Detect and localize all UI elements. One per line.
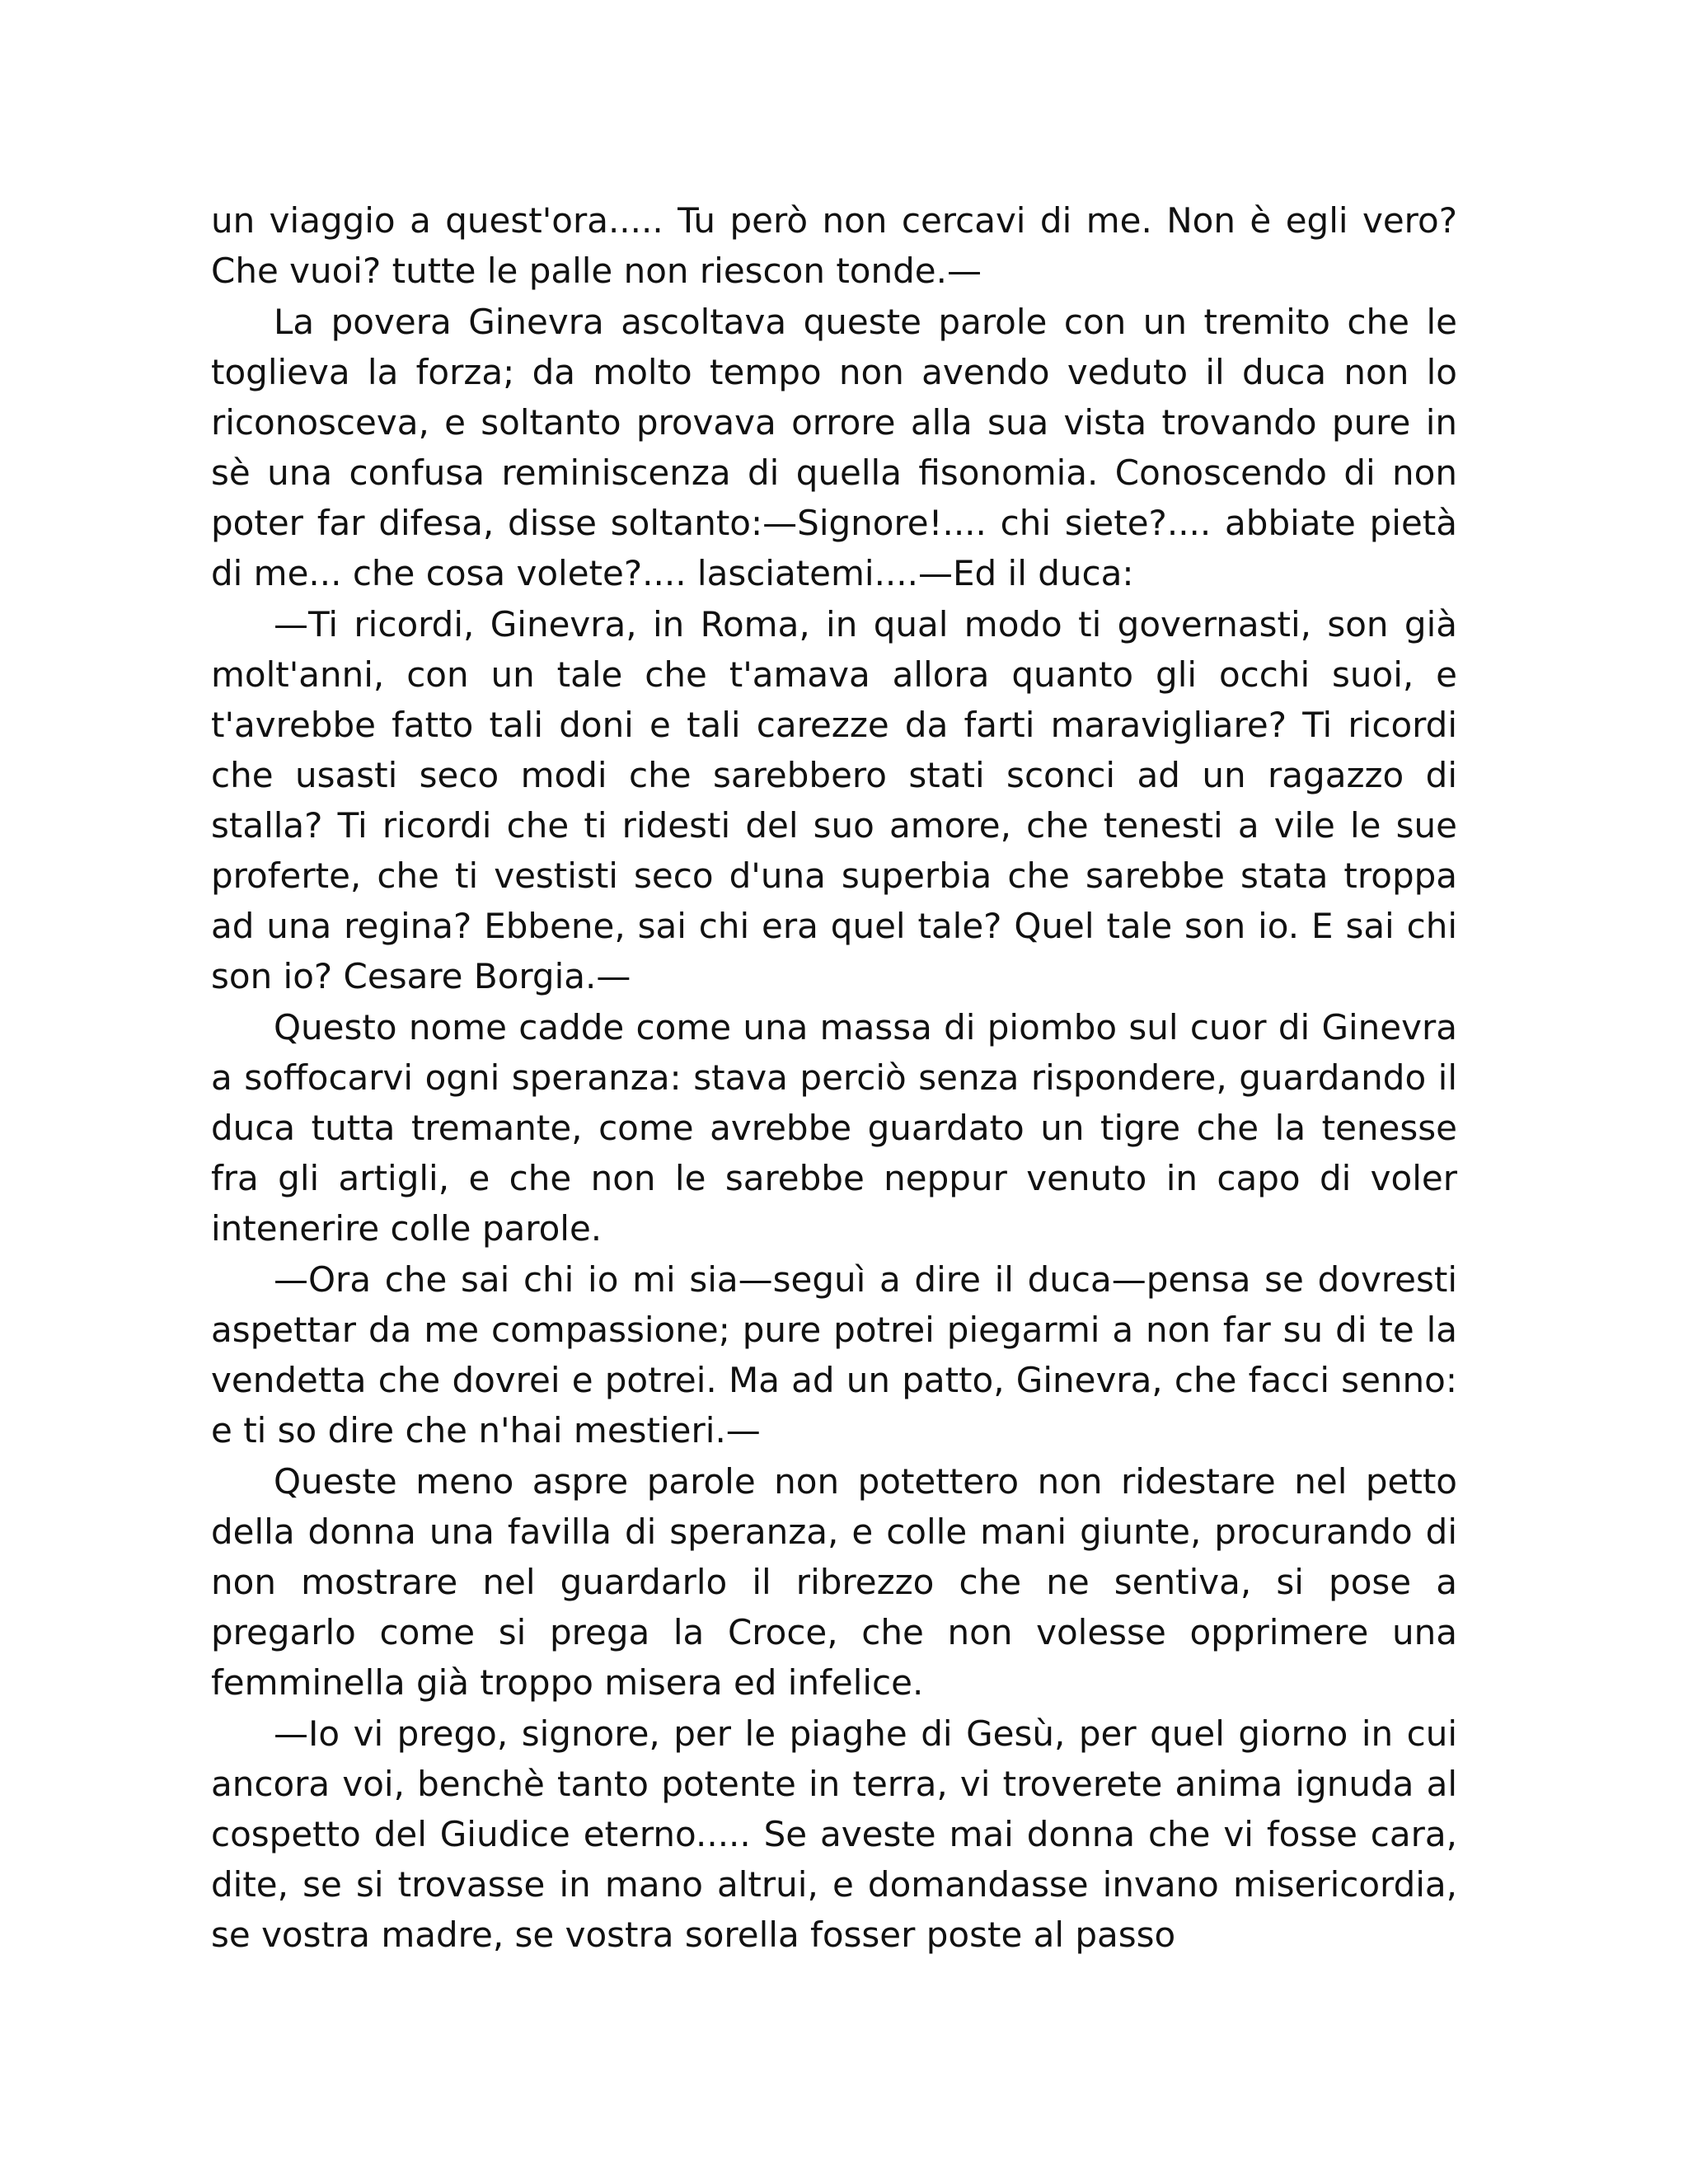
paragraph-4: Questo nome cadde come una massa di piombo sul cuor di Ginevra a soffocarvi ogni speranza: stava perciò senza rispondere, guardando il duca tutta tremante, come avrebbe guardato un tigre che la tenesse fra gli artigli, e che non le sarebbe neppur venuto in capo di voler intenerire colle parole. [211,1007,1457,1249]
paragraph-3: —Ti ricordi, Ginevra, in Roma, in qual modo ti governasti, son già molt'anni, con un tale che t'amava allora quanto gli occhi suoi, e t'avrebbe fatto tali doni e tali carezze da farti maravigliare? Ti ricordi che usasti seco modi che sarebbero stati sconci ad un ragazzo di stalla? Ti ricordi che ti ridesti del suo amore, che tenesti a vile le sue proferte, che ti vestisti seco d'una superbia che sarebbe stata troppa ad una regina? Ebbene, sai chi era quel tale? Quel tale son io. E sai chi son io? Cesare Borgia.— [211,604,1457,996]
paragraph-2: La povera Ginevra ascoltava queste parole con un tremito che le toglieva la forza; da molto tempo non avendo veduto il duca non lo riconosceva, e soltanto provava orrore alla sua vista trovando pure in sè una confusa reminiscenza di quella fisonomia. Conoscendo di non poter far difesa, disse soltanto:—Signore!.... chi siete?.... abbiate pietà di me... che cosa volete?.... lasciatemi....—Ed il duca: [211,302,1457,593]
body-text [211,195,1457,1961]
paragraph-1: un viaggio a quest'ora..... Tu però non cercavi di me. Non è egli vero? Che vuoi? tutte le palle non riescon tonde.— [211,200,1457,291]
paragraph-5: —Ora che sai chi io mi sia—seguì a dire il duca—pensa se dovresti aspettar da me compassione; pure potrei piegarmi a non far su di te la vendetta che dovrei e potrei. Ma ad un patto, Ginevra, che facci senno: e ti so dire che n'hai mestieri.— [211,1259,1457,1451]
paragraph-7: —Io vi prego, signore, per le piaghe di Gesù, per quel giorno in cui ancora voi, benchè tanto potente in terra, vi troverete anima ignuda al cospetto del Giudice eterno..... Se aveste mai donna che vi fosse cara, dite, se si trovasse in mano altrui, e domandasse invano misericordia, se vostra madre, se vostra sorella fosser poste al passo [211,1713,1457,1955]
paragraph-6: Queste meno aspre parole non potettero non ridestare nel petto della donna una favilla di speranza, e colle mani giunte, procurando di non mostrare nel guardarlo il ribrezzo che ne sentiva, si pose a pregarlo come si prega la Croce, che non volesse opprimere una femminella già troppo misera ed infelice. [211,1461,1457,1703]
